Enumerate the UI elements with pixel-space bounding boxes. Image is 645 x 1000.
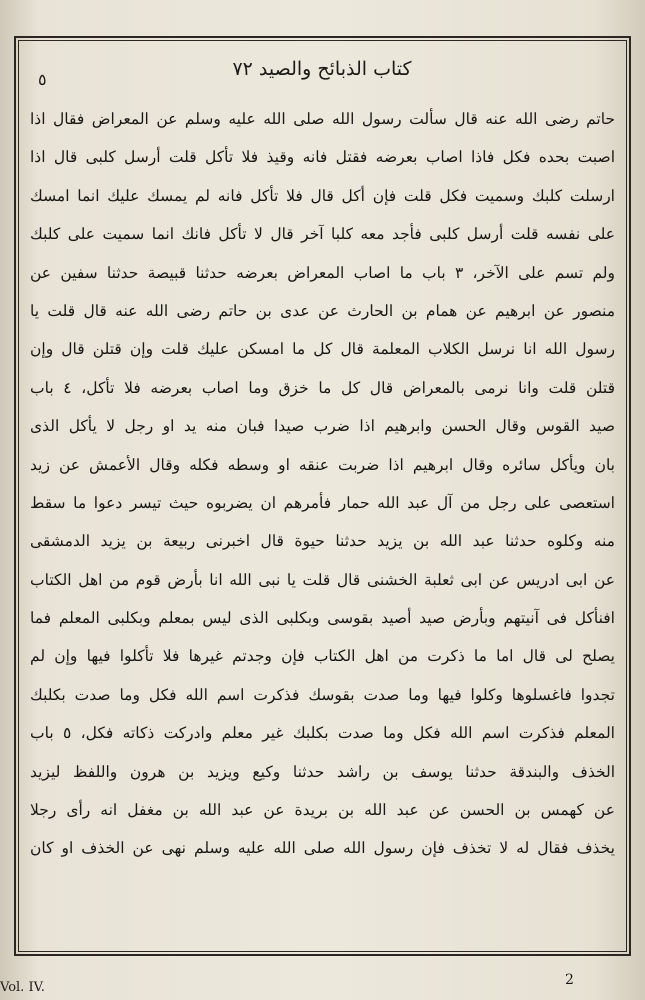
text-line: قتلن قلت وانا نرمى بالمعراض قال كل ما خزق وما اصاب بعرضه فلا تأكل، ٤ باب [30,378,615,397]
text-line: ارسلت كلبك وسميت فكل قلت فإن أكل قال فلا تأكل فانه لم يمسك عليك انما امسك [30,186,615,205]
volume-signature: Vol. IV. [0,980,45,995]
text-line: اصبت بحده فكل فاذا اصاب بعرضه فقتل فانه وقيذ فلا تأكل قلت أرسل كلبى قال اذا [30,148,615,167]
text-line: المعلم فذكرت اسم الله فكل وما صدت بكلبك غير معلم وادركت ذكاته فكل، ٥ باب [30,724,615,743]
text-line: صيد القوس وقال الحسن وابرهيم اذا ضرب صيدا فبان منه يد او رجل لا يأكل الذى [30,417,615,436]
text-line: منه وكلوه حدثنا عبد الله بن يزيد حدثنا حيوة قال اخبرنى ربيعة بن يزيد الدمشقى [30,532,615,551]
text-line: يصلح لى قال اما ما ذكرت من اهل الكتاب فإن وجدتم غيرها فلا تأكلوا فيها وإن لم [30,647,615,666]
text-line: حاتم رضى الله عنه قال سألت رسول الله صلى الله عليه وسلم عن المعراض فقال اذا [30,110,615,128]
text-line: الخذف والبندقة حدثنا يوسف بن راشد حدثنا وكيع ويزيد بن هرون واللفظ ليزيد [30,762,615,781]
text-line: عن ابى ادريس عن ابى ثعلبة الخشنى قال قلت يا نبى الله انا بأرض قوم من اهل الكتاب [30,570,615,589]
text-line: يخذف فقال له لا تخذف فإن رسول الله صلى الله عليه وسلم نهى عن الخذف او كان [30,839,615,858]
text-line: منصور عن ابرهيم عن همام بن الحارث عن عدى بن حاتم رضى الله عنه قال قلت يا [30,301,615,320]
text-line: استعصى على رجل من آل عبد الله حمار فأمرهم ان يضربوه حيث تيسر دعوا ما سقط [30,493,615,512]
text-line: افنأكل فى آنيتهم وبأرض صيد أصيد بقوسى وبكلبى الذى ليس بمعلم وبكلبى المعلم فما [30,609,615,628]
text-line: ولم تسم على الآخر، ٣ باب ما اصاب المعراض بعرضه حدثنا قبيصة حدثنا سفين عن [30,263,615,282]
text-line: عن كهمس بن الحسن عن عبد الله بن بريدة عن عبد الله بن مغفل انه رأى رجلا [30,801,615,820]
arabic-body-text [30,100,615,950]
text-line: تجدوا فاغسلوها وكلوا فيها وما صدت بقوسك فذكرت اسم الله فكل وما صدت بكلبك [30,685,615,704]
text-line: على نفسه قلت أرسل كلبى فأجد معه كلبا آخر قال لا تأكل فانك انما سميت على كلبك [30,225,615,244]
page-header [22,52,622,92]
text-line: بان ويأكل سائره وقال ابرهيم اذا ضربت عنقه او وسطه فكله وقال الأعمش عن زيد [30,455,615,474]
signature-number: 2 [565,972,574,988]
running-title: كتاب الذبائح والصيد ٧٢ [232,58,412,80]
page-number: ٥ [38,70,47,89]
text-line: رسول الله انا نرسل الكلاب المعلمة قال كل ما امسكن عليك قلت وإن قتلن قال وإن [30,340,615,359]
